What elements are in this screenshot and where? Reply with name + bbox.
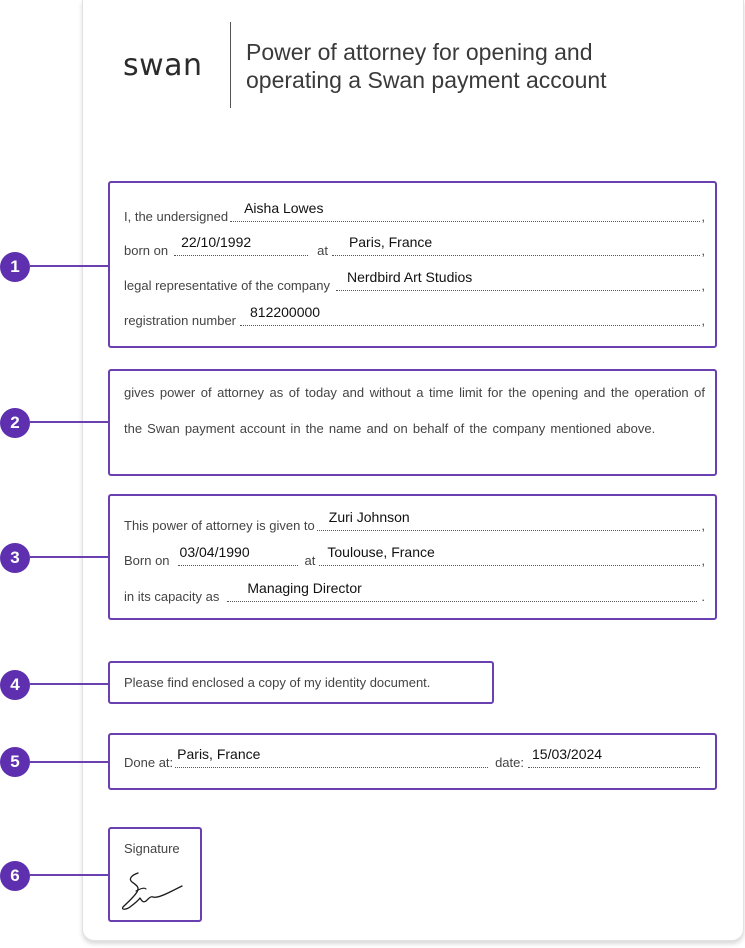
date-field[interactable]	[528, 746, 700, 768]
signature-label: Signature	[124, 841, 180, 856]
birthplace-label: at	[317, 243, 328, 258]
given-to-value: Zuri Johnson	[328, 509, 410, 525]
born-on-label: born on	[124, 243, 169, 258]
swan-logo: swan	[123, 48, 203, 83]
undersigned-label: I, the undersigned	[124, 209, 229, 224]
marker-3: 3	[0, 543, 30, 573]
attorney-born-on-field[interactable]	[178, 544, 298, 566]
date-label: date:	[495, 755, 524, 770]
given-to-field[interactable]	[317, 509, 701, 531]
registration-field[interactable]	[240, 304, 700, 326]
attorney-birthplace-label: at	[304, 553, 316, 568]
attorney-birthplace-value: Toulouse, France	[327, 544, 435, 560]
identity-text: Please find enclosed a copy of my identity document.	[124, 675, 431, 690]
marker-2: 2	[0, 408, 30, 438]
section-principal	[108, 181, 717, 348]
document-title	[246, 38, 706, 94]
identity-row	[124, 675, 482, 690]
undersigned-row	[124, 200, 705, 224]
title-line-2: operating a Swan payment account	[246, 67, 607, 93]
born-on-value: 22/10/1992	[181, 234, 252, 250]
registration-value: 812200000	[250, 304, 321, 320]
powers-text: gives power of attorney as of today and without a time limit for the opening and the operation of the Swan payment account in the name and on behalf of the company mentioned above.	[124, 385, 705, 436]
header-divider	[230, 22, 231, 108]
birthplace-field[interactable]	[332, 234, 700, 256]
born-on-field[interactable]	[174, 234, 308, 256]
undersigned-value: Aisha Lowes	[244, 200, 324, 216]
given-to-label: This power of attorney is given to	[124, 518, 315, 533]
birth-comma: ,	[701, 243, 705, 258]
attorney-born-on-value: 03/04/1990	[179, 544, 250, 560]
attorney-born-on-label: Born on	[124, 553, 170, 568]
section-signature	[108, 827, 202, 922]
attorney-row	[124, 509, 705, 533]
company-comma: ,	[701, 278, 705, 293]
section-place-date	[108, 733, 717, 790]
done-at-value: Paris, France	[177, 746, 261, 762]
connector-5	[30, 761, 108, 763]
capacity-label: in its capacity as	[124, 589, 220, 604]
date-value: 15/03/2024	[532, 746, 603, 762]
company-value: Nerdbird Art Studios	[346, 269, 473, 285]
marker-5: 5	[0, 747, 30, 777]
capacity-value: Managing Director	[247, 580, 362, 596]
title-line-1: Power of attorney for opening and	[246, 39, 593, 65]
undersigned-field[interactable]	[230, 200, 700, 222]
marker-1: 1	[0, 252, 30, 282]
connector-1	[30, 265, 108, 267]
marker-6: 6	[0, 861, 30, 891]
done-at-label: Done at:	[124, 755, 174, 770]
connector-2	[30, 421, 108, 423]
company-field[interactable]	[336, 269, 700, 291]
section-powers	[108, 369, 717, 476]
signature-image	[118, 865, 188, 913]
place-date-row	[124, 746, 701, 770]
attorney-birth-row	[124, 544, 705, 568]
capacity-row	[124, 580, 705, 604]
registration-comma: ,	[701, 313, 705, 328]
birth-row	[124, 234, 705, 258]
legal-rep-label: legal representative of the company	[124, 278, 330, 293]
done-at-field[interactable]	[175, 746, 488, 768]
registration-row	[124, 304, 705, 328]
undersigned-comma: ,	[701, 209, 705, 224]
registration-label: registration number	[124, 313, 236, 328]
given-to-comma: ,	[701, 518, 705, 533]
connector-6	[30, 874, 108, 876]
section-identity	[108, 661, 494, 704]
section-attorney	[108, 494, 717, 620]
capacity-field[interactable]	[227, 580, 697, 602]
capacity-period: .	[701, 589, 705, 604]
marker-4: 4	[0, 670, 30, 700]
company-row	[124, 269, 705, 293]
attorney-birthplace-field[interactable]	[319, 544, 700, 566]
birthplace-value: Paris, France	[348, 234, 433, 250]
connector-3	[30, 556, 110, 558]
connector-4	[30, 683, 108, 685]
attorney-birth-comma: ,	[701, 553, 705, 568]
